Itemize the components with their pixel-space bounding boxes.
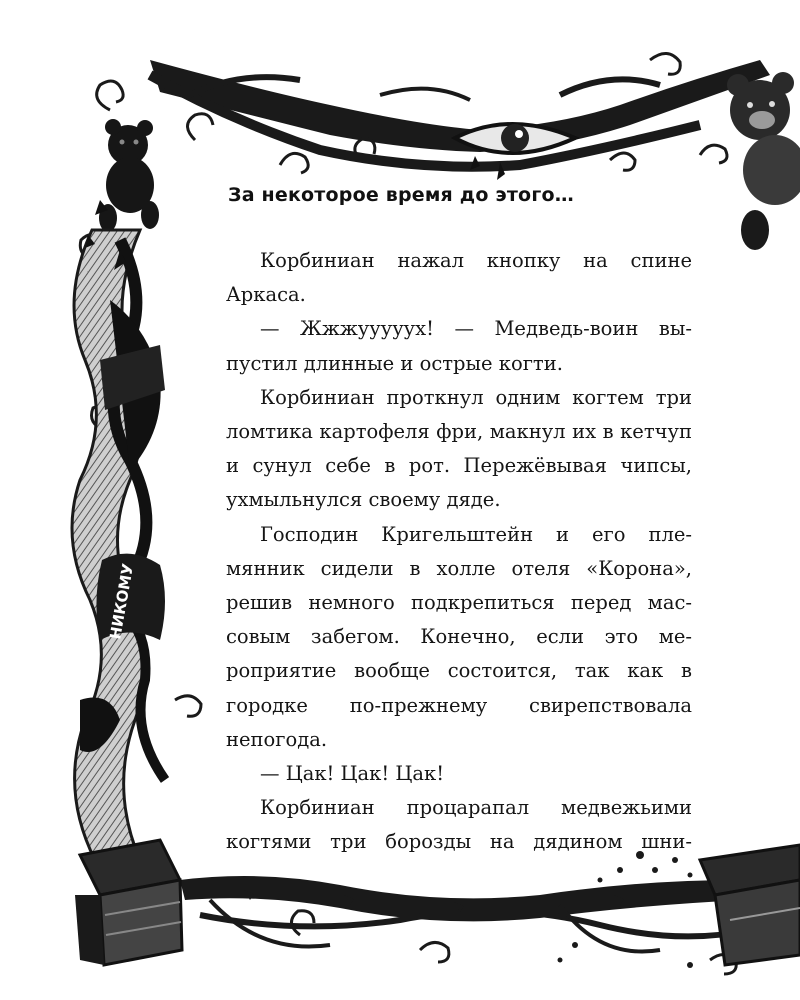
banner-text: НИКОМУ <box>106 562 138 641</box>
left-vine-column <box>72 200 165 860</box>
paragraph: Корбиниан процарапал медвежьими когтями три борозды на дядином шни- <box>226 796 692 854</box>
paragraph: Корбиниан нажал кнопку на спине Аркаса. <box>226 249 692 307</box>
paragraph: — Жжжууууух! — Медведь-воин выпустил длинные и острые когти. <box>226 317 692 375</box>
paragraph: Господин Кригельштейн и его племянник сидели в холле отеля «Корона», решив немного подкрепиться перед массовым забегом. Конечно, если это мероприятие вообще состоится, так как в городке по-прежнему свирепствовала непогода. <box>226 522 692 751</box>
teddy-bear-top-right <box>727 72 800 250</box>
top-vine-border <box>150 60 770 167</box>
teddy-bear-top-left <box>99 119 159 232</box>
box-bottom-right <box>700 845 800 965</box>
section-heading: За некоторое время до этого… <box>228 184 574 206</box>
paragraph: Корбиниан проткнул одним когтем три ломтика картофеля фри, макнул их в кетчуп и сунул себе в рот. Пережёвывая чипсы, ухмыльнулся своему дяде. <box>226 385 692 512</box>
body-text <box>226 244 692 860</box>
paragraph: — Цак! Цак! Цак! <box>260 762 445 786</box>
scroll-banner <box>96 554 165 641</box>
bottom-vine-border <box>180 876 750 952</box>
box-bottom-left <box>75 840 182 965</box>
